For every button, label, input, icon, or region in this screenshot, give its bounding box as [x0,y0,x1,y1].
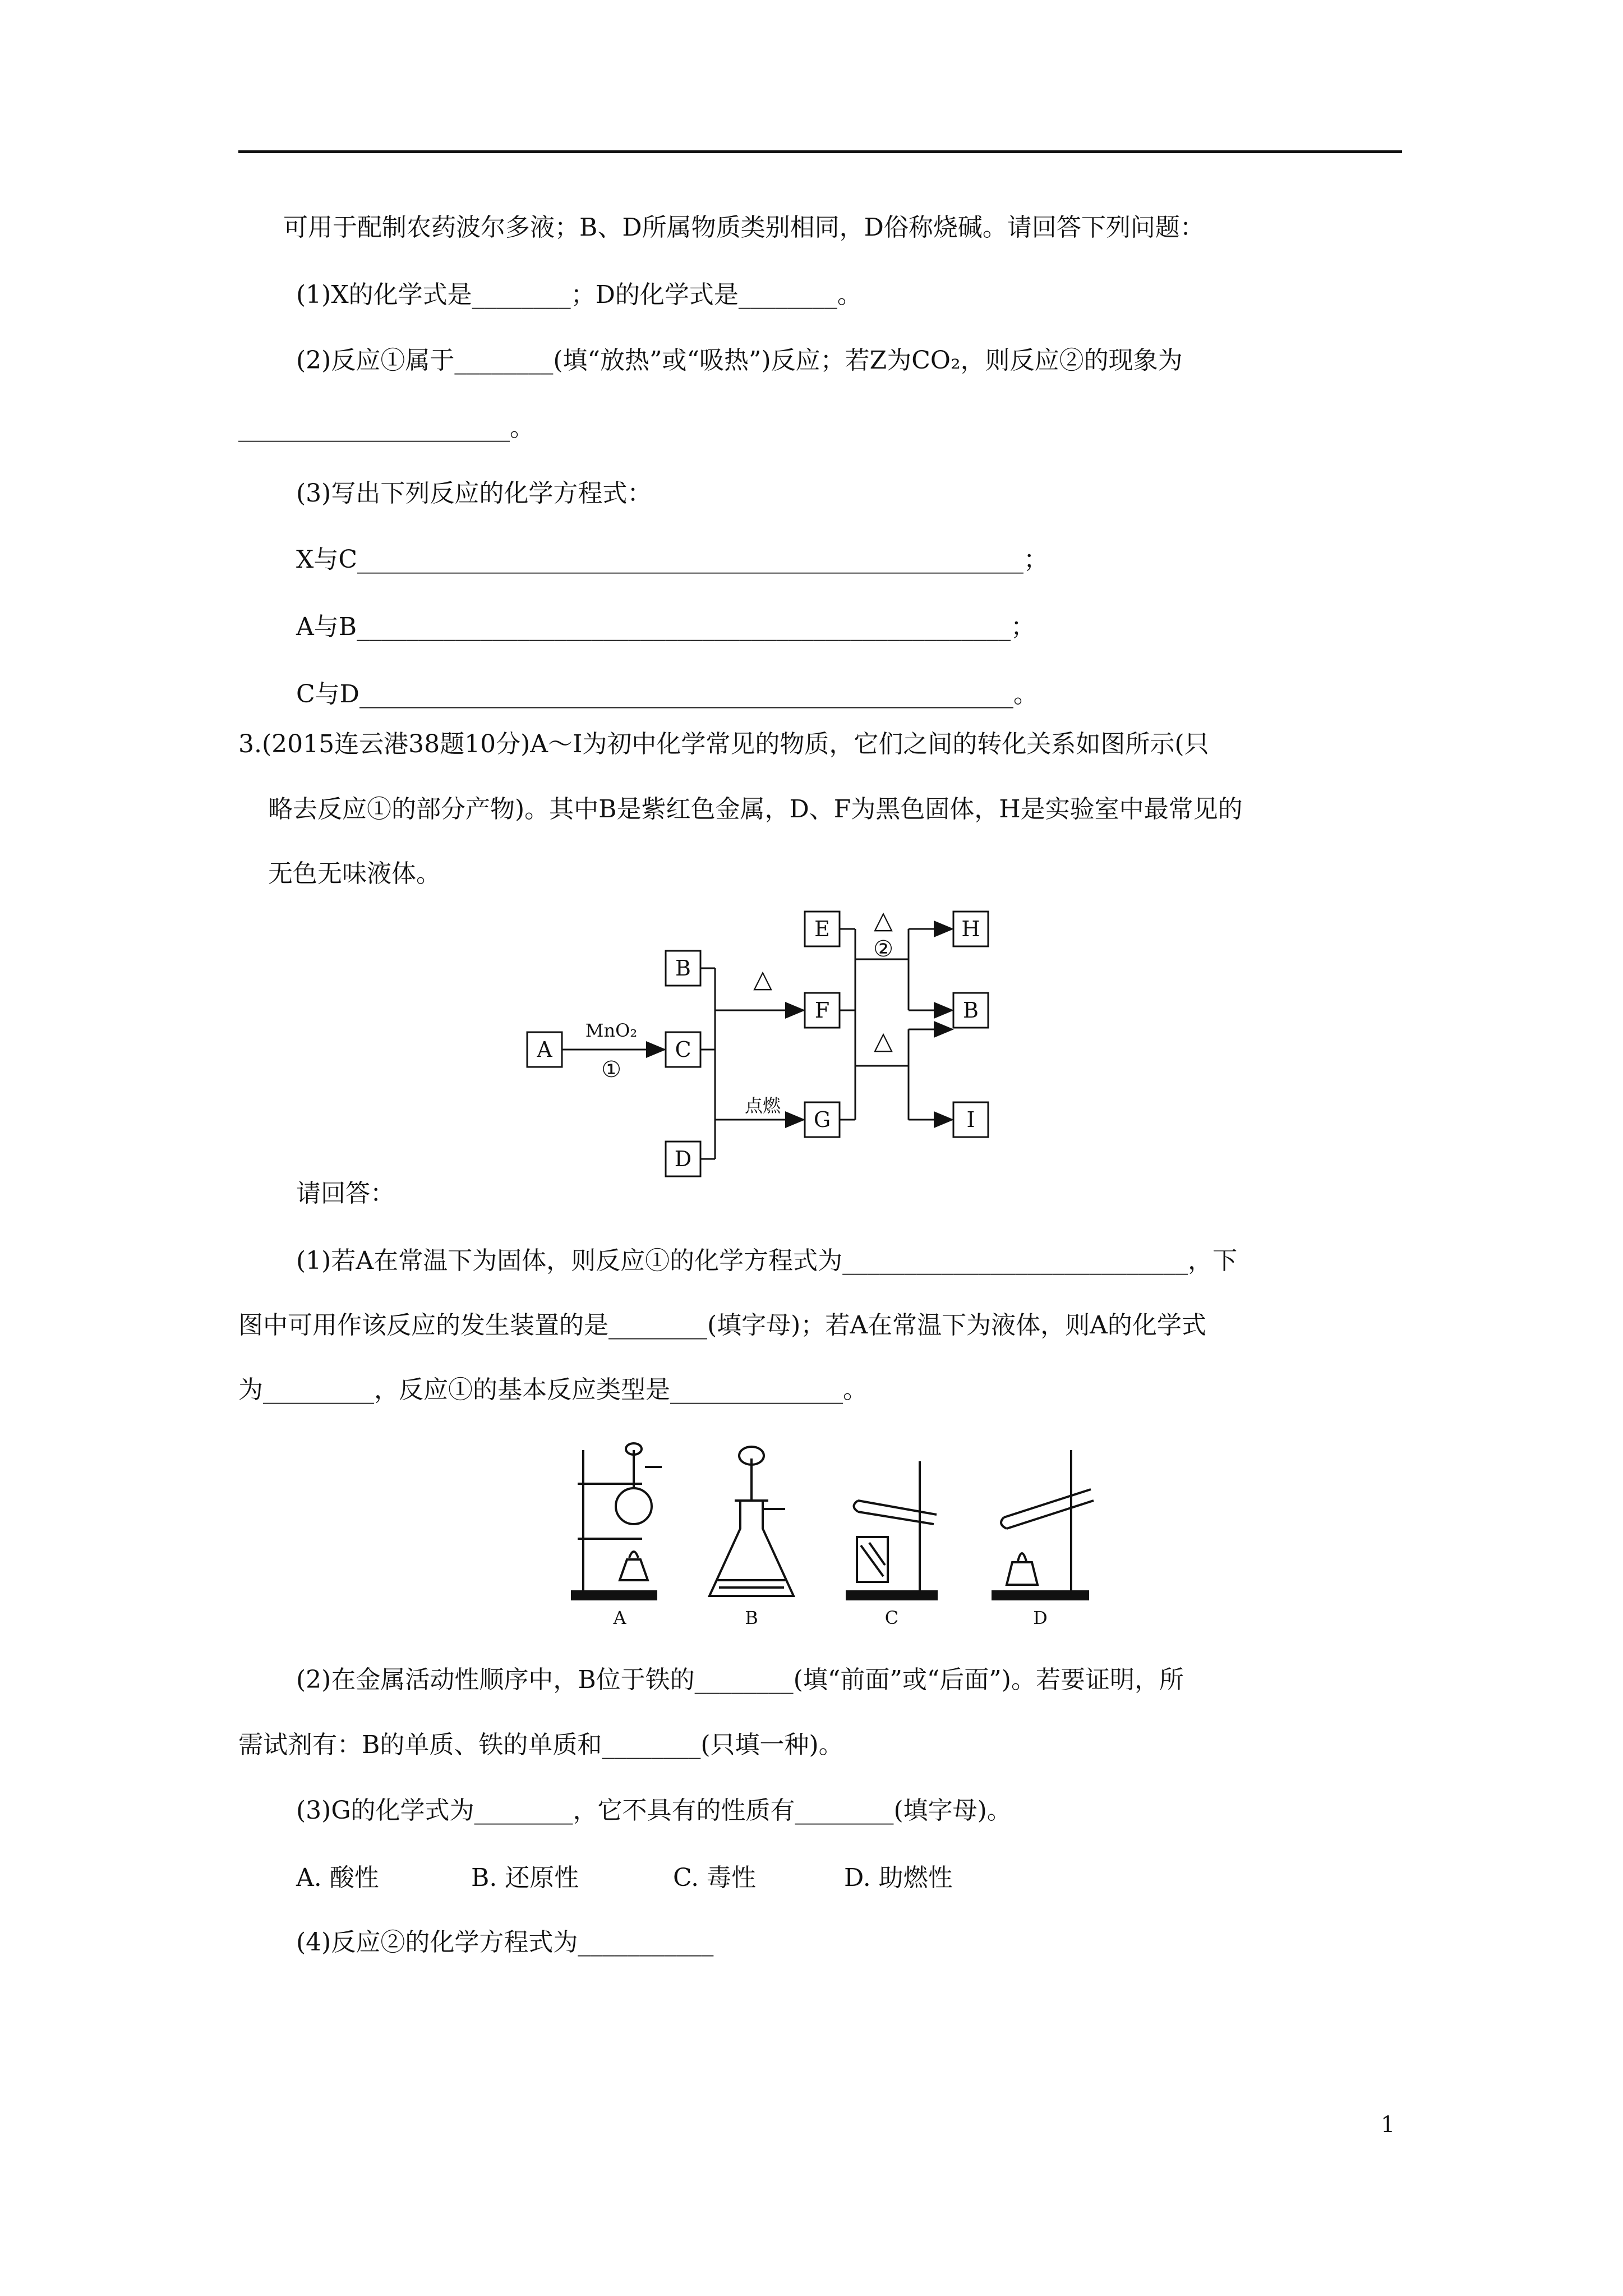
ignite-label: 点燃 [744,1095,781,1116]
page-number: 1 [1381,2112,1395,2138]
step-1-label: ① [601,1057,621,1083]
box-i-label: I [966,1107,975,1132]
header-rule [238,150,1402,153]
sub-1-line-2: 图中可用作该反应的发生装置的是________(填字母)；若A在常温下为液体，则A的化学式 [238,1311,1206,1340]
apparatus-c-label: C [884,1607,899,1628]
option-c: C. 毒性 [673,1864,757,1892]
sub-2-line-2: 需试剂有：B的单质、铁的单质和________(只填一种)。 [238,1731,843,1759]
box-e-label: E [814,917,830,941]
apparatus-d [993,1450,1094,1599]
question-2-line-2: ______________________。 [238,413,534,442]
box-a-label: A [537,1037,552,1062]
equation-c-d: C与D_____________________________________________________。 [296,680,1038,708]
box-b-label: B [675,956,691,981]
problem-3-line-2: 略去反应①的部分产物)。其中B是紫红色金属，D、F为黑色固体，H是实验室中最常见的 [268,795,1243,823]
box-d-label: D [674,1147,692,1171]
problem-3-line-3: 无色无味液体。 [268,859,441,888]
question-1: (1)X的化学式是________；D的化学式是________。 [296,280,862,309]
heat-symbol-1: △ [753,965,772,993]
option-d: D. 助燃性 [844,1864,953,1892]
ask-label: 请回答： [296,1179,395,1208]
apparatus-a-label: A [613,1607,626,1628]
box-f-label: F [814,998,830,1023]
box-c-label: C [675,1037,691,1062]
question-2-line-1: (2)反应①属于________(填“放热”或“吸热”)反应；若Z为CO₂，则反应②的现象为 [296,346,1183,375]
option-a: A. 酸性 [296,1864,379,1892]
conversion-flow-diagram [522,903,1026,1217]
box-h-label: H [961,917,980,941]
sub-4: (4)反应②的化学方程式为___________ [296,1928,714,1957]
box-g-label: G [813,1107,831,1132]
intro-text: 可用于配制农药波尔多液；B、D所属物质类别相同，D俗称烧碱。请回答下列问题： [283,213,1205,242]
option-b: B. 还原性 [471,1864,579,1892]
sub-1-line-3: 为_________，反应①的基本反应类型是______________。 [238,1375,868,1404]
apparatus-a [572,1443,662,1599]
sub-3: (3)G的化学式为________，它不具有的性质有________(填字母)。 [296,1796,1012,1825]
catalyst-label: MnO₂ [585,1020,638,1041]
apparatus-b-label: B [745,1607,758,1628]
apparatus-d-label: D [1033,1607,1048,1628]
sub-2-line-1: (2)在金属活动性顺序中，B位于铁的________(填“前面”或“后面”)。若要证明，所 [296,1665,1184,1694]
equation-x-c: X与C______________________________________________________； [296,545,1048,574]
heat-symbol-3: △ [874,1027,893,1055]
apparatus-figure [566,1433,1133,1635]
problem-3-line-1: 3.(2015连云港38题10分)A～I为初中化学常见的物质，它们之间的转化关系如图所示(只 [238,730,1209,758]
apparatus-c [847,1461,937,1599]
equation-a-b: A与B_____________________________________________________； [296,613,1036,641]
question-3: (3)写出下列反应的化学方程式： [296,479,652,508]
sub-1-line-1: (1)若A在常温下为固体，则反应①的化学方程式为____________________________，下 [296,1246,1238,1275]
heat-symbol-2: △ [874,906,893,935]
box-b2-label: B [963,998,979,1023]
step-2-label: ② [873,936,893,962]
apparatus-b [709,1447,794,1596]
